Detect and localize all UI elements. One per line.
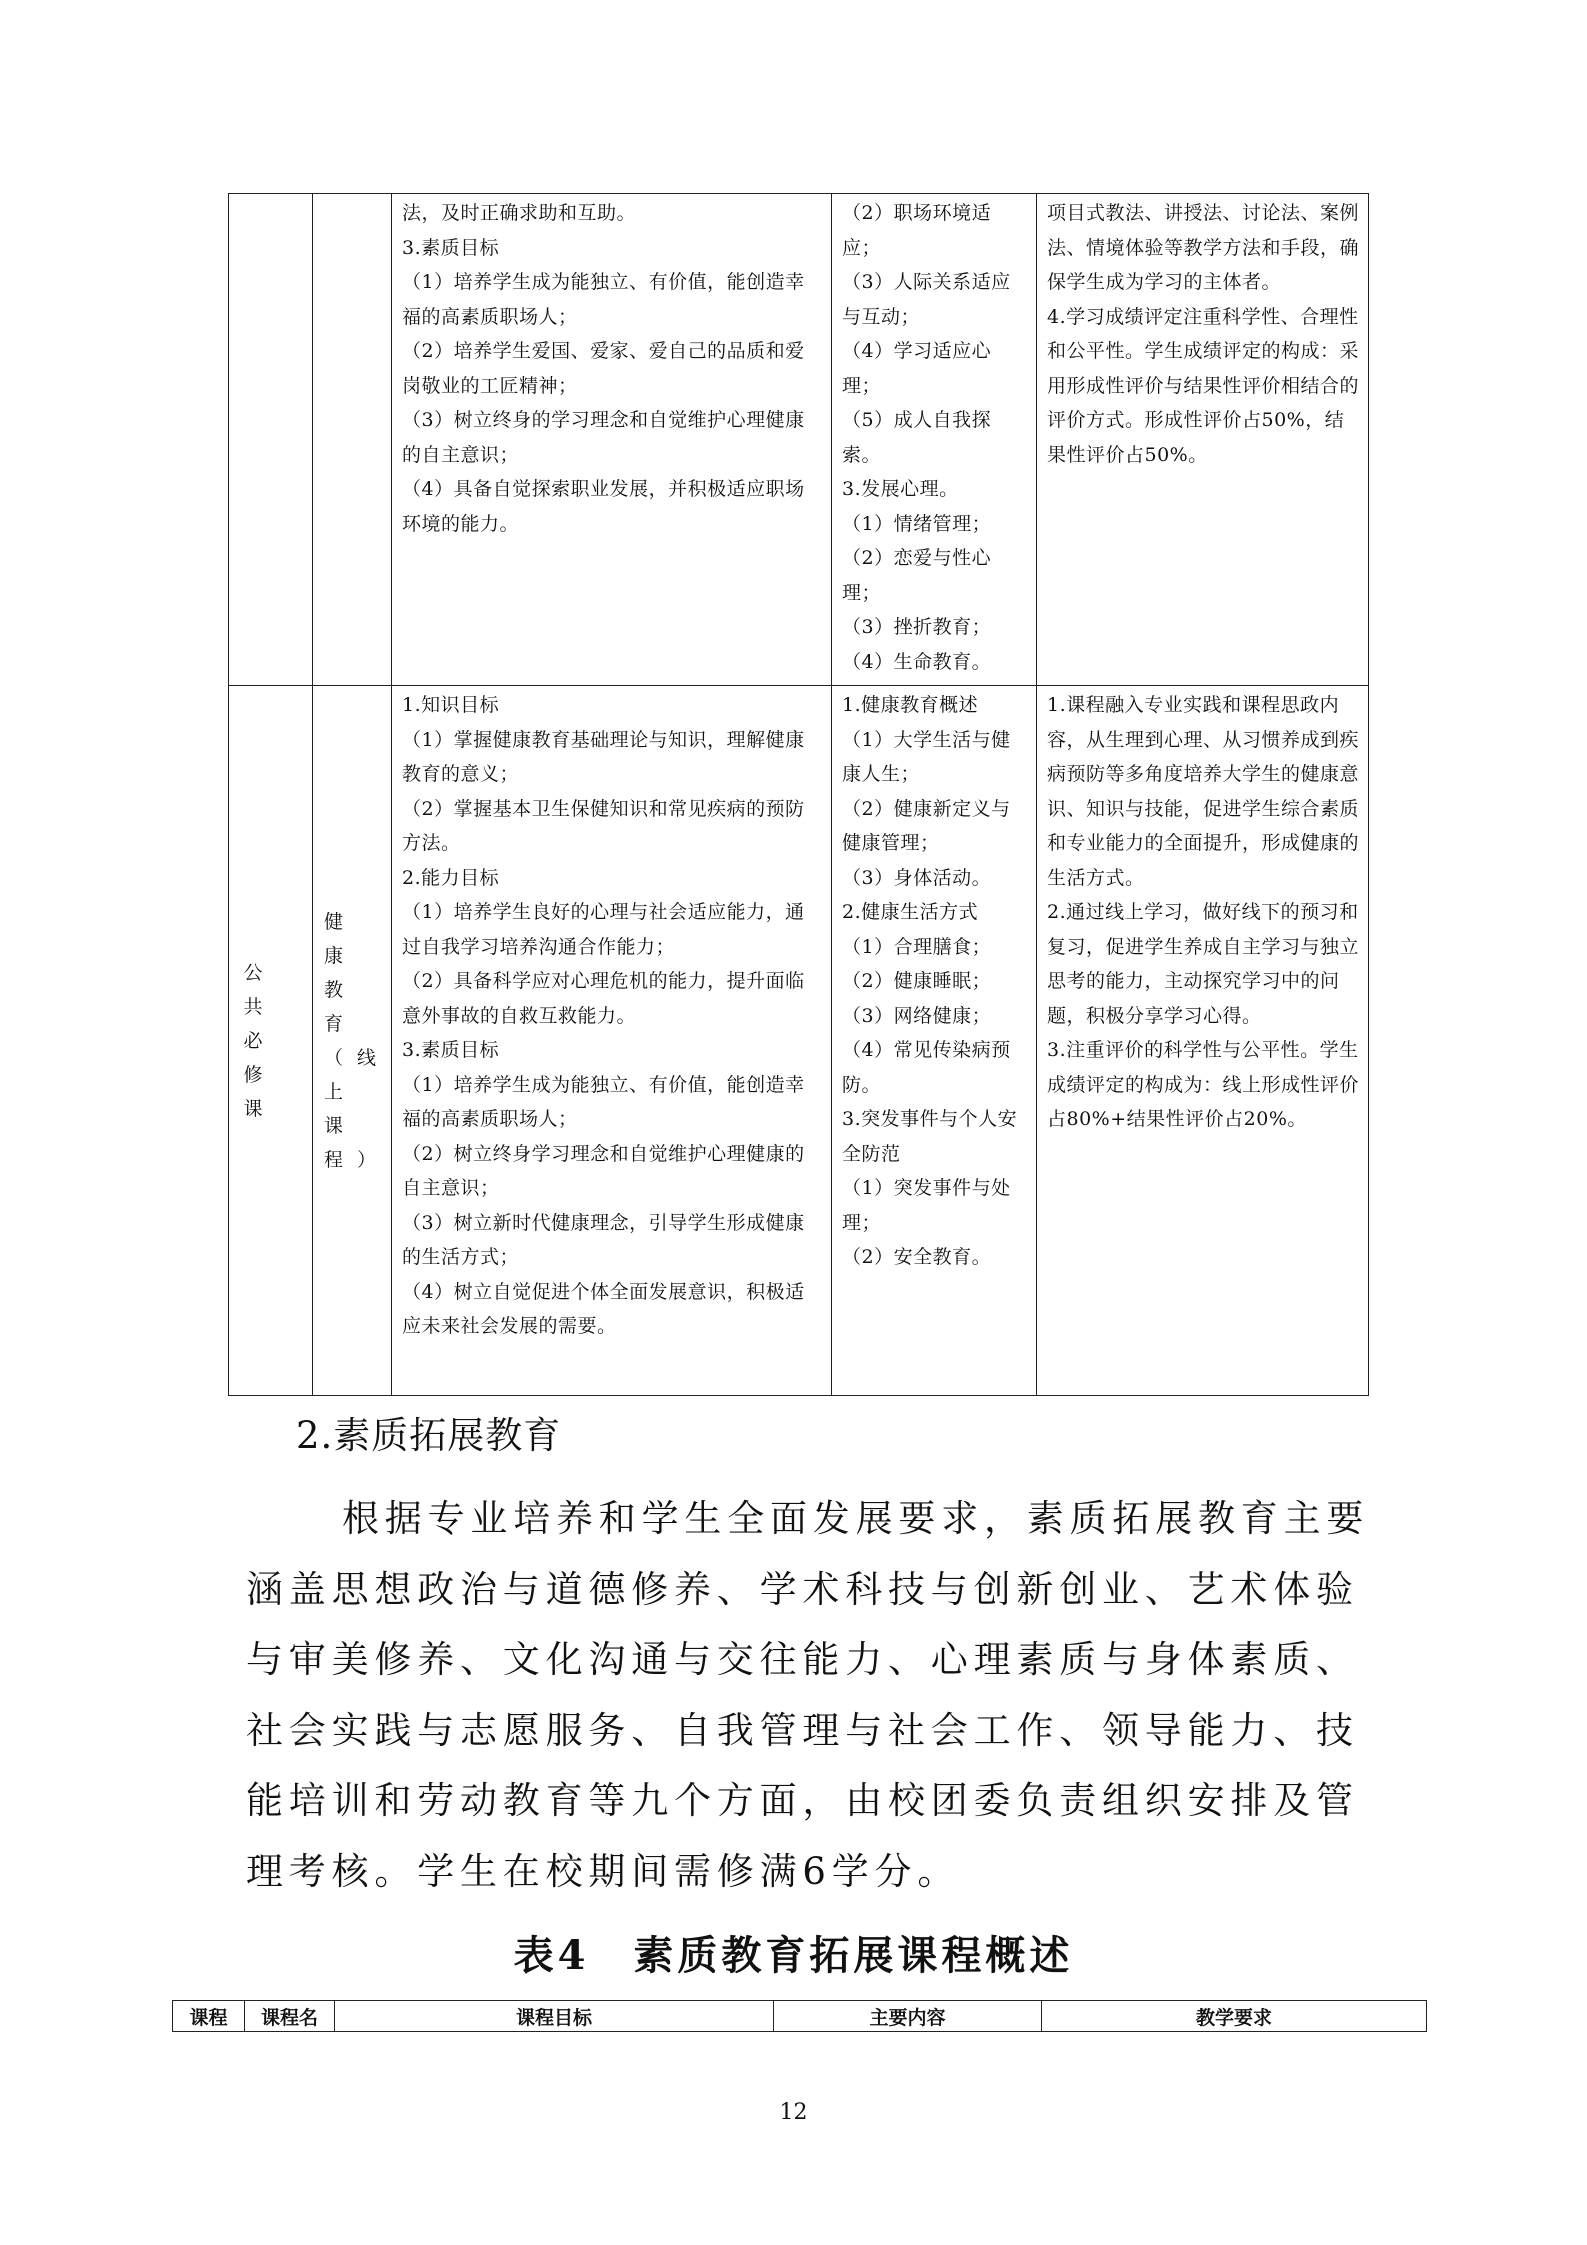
paragraph-line: 涵盖思想政治与道德修养、学术科技与创新创业、艺术体验	[246, 1567, 1359, 1611]
content-line: （4）生命教育。	[842, 650, 992, 673]
requirement-line: 项目式教法、讲授法、讨论法、案例法、情境体验等教学方法和手段，确保学生成为学习的主体者。	[1047, 202, 1360, 293]
content-line: 1.健康教育概述	[842, 694, 979, 716]
header-course-name: 课程名	[245, 2001, 335, 2032]
content-line: （4）常见传染病预防。	[842, 1039, 1011, 1096]
requirements-cell	[1037, 686, 1369, 1396]
table-row	[229, 194, 1369, 686]
goal-line: 2.能力目标	[402, 866, 500, 889]
goal-line: （2）具备科学应对心理危机的能力，提升面临意外事故的自救互救能力。	[402, 970, 805, 1027]
goal-line: 1.知识目标	[402, 694, 500, 716]
goal-line: 法，及时正确求助和互助。	[402, 202, 637, 224]
table-header-row	[173, 2001, 1427, 2032]
goal-line: （2）培养学生爱国、爱家、爱自己的品质和爱岗敬业的工匠精神；	[402, 340, 805, 397]
content-line: （5）成人自我探索。	[842, 409, 992, 466]
goals-cell	[392, 686, 832, 1396]
course-table-continuation	[228, 193, 1369, 1396]
paragraph-line: 根据专业培养和学生全面发展要求，素质拓展教育主要	[342, 1497, 1370, 1540]
goal-line: （2）掌握基本卫生保健知识和常见疾病的预防方法。	[402, 797, 805, 854]
paragraph-line: 与审美修养、文化沟通与交往能力、心理素质与身体素质、	[246, 1638, 1359, 1681]
paragraph-line: 能培训和劳动教育等九个方面，由校团委负责组织安排及管	[246, 1779, 1359, 1822]
content-line: （3）人际关系适应与互动；	[842, 271, 1011, 328]
course-name-cell	[313, 686, 392, 1396]
course-name-cell	[313, 194, 392, 686]
content-line: （1）情绪管理；	[842, 512, 992, 535]
content-line: 2.健康生活方式	[842, 901, 979, 923]
requirement-line: 4.学习成绩评定注重科学性、合理性和公平性。学生成绩评定的构成：采用形成性评价与结果性评价相结合的评价方式。形成性评价占50%，结果性评价占50%。	[1047, 305, 1360, 466]
header-course: 课程	[173, 2001, 245, 2032]
goal-line: （1）培养学生良好的心理与社会适应能力，通过自我学习培养沟通合作能力；	[402, 901, 805, 958]
category-cell	[229, 194, 313, 686]
goals-cell	[392, 194, 832, 686]
content-line: （2）健康新定义与健康管理；	[842, 797, 1011, 854]
content-line: （2）安全教育。	[842, 1246, 992, 1268]
header-main-content: 主要内容	[774, 2001, 1042, 2032]
content-cell	[832, 686, 1037, 1396]
requirements-cell	[1037, 194, 1369, 686]
goal-line: 3.素质目标	[402, 1039, 500, 1061]
content-line: （1）大学生活与健康人生；	[842, 728, 1011, 785]
goal-line: （3）树立新时代健康理念，引导学生形成健康的生活方式；	[402, 1211, 805, 1268]
goal-line: （2）树立终身学习理念和自觉维护心理健康的自主意识；	[402, 1142, 805, 1199]
content-line: （1）突发事件与处理；	[842, 1177, 1011, 1234]
goal-line: （1）培养学生成为能独立、有价值，能创造幸福的高素质职场人；	[402, 1073, 805, 1130]
paragraph-line: 社会实践与志愿服务、自我管理与社会工作、领导能力、技	[246, 1708, 1359, 1752]
quality-course-table-header	[172, 2000, 1427, 2032]
requirement-line: 3.注重评价的科学性与公平性。学生成绩评定的构成为：线上形成性评价占80%+结果性评价占20%。	[1047, 1039, 1360, 1130]
content-line: 3.突发事件与个人安全防范	[842, 1108, 1018, 1165]
category-label: 公共必修课	[243, 961, 281, 1120]
table-row	[229, 686, 1369, 1396]
course-name-label: 健康教育（线上课程）	[324, 910, 391, 1171]
content-line: 3.发展心理。	[842, 478, 959, 500]
paragraph-line: 理考核。学生在校期间需修满6学分。	[246, 1849, 961, 1893]
page-number: 12	[779, 2100, 808, 2125]
section-paragraph	[246, 1484, 1370, 1907]
requirement-line: 1.课程融入专业实践和课程思政内容，从生理到心理、从习惯养成到疾病预防等多角度培养大学生的健康意识、知识与技能，促进学生综合素质和专业能力的全面提升，形成健康的生活方式。	[1047, 694, 1360, 889]
content-line: （2）恋爱与性心理；	[842, 547, 992, 604]
table-caption: 表4 素质教育拓展课程概述	[513, 1932, 1074, 1979]
goal-line: 3.素质目标	[402, 236, 500, 259]
requirement-line: 2.通过线上学习，做好线下的预习和复习，促进学生养成自主学习与独立思考的能力，主动探究学习中的问题，积极分享学习心得。	[1047, 901, 1360, 1027]
content-cell	[832, 194, 1037, 686]
header-teaching-requirements: 教学要求	[1042, 2001, 1427, 2032]
content-line: （3）挫折教育；	[842, 616, 992, 638]
goal-line: （4）具备自觉探索职业发展，并积极适应职场环境的能力。	[402, 478, 805, 535]
goal-line: （1）掌握健康教育基础理论与知识，理解健康教育的意义；	[402, 728, 805, 785]
goal-line: （4）树立自觉促进个体全面发展意识，积极适应未来社会发展的需要。	[402, 1280, 805, 1337]
content-line: （2）健康睡眠；	[842, 970, 992, 992]
content-line: （3）身体活动。	[842, 866, 992, 889]
content-line: （1）合理膳食；	[842, 935, 992, 958]
section-heading: 2.素质拓展教育	[296, 1414, 562, 1457]
goal-line: （1）培养学生成为能独立、有价值，能创造幸福的高素质职场人；	[402, 271, 805, 328]
category-cell	[229, 686, 313, 1396]
content-line: （3）网络健康；	[842, 1004, 992, 1027]
goal-line: （3）树立终身的学习理念和自觉维护心理健康的自主意识；	[402, 409, 805, 466]
content-line: （2）职场环境适应；	[842, 202, 992, 259]
header-course-goals: 课程目标	[335, 2001, 774, 2032]
content-line: （4）学习适应心理；	[842, 340, 992, 397]
